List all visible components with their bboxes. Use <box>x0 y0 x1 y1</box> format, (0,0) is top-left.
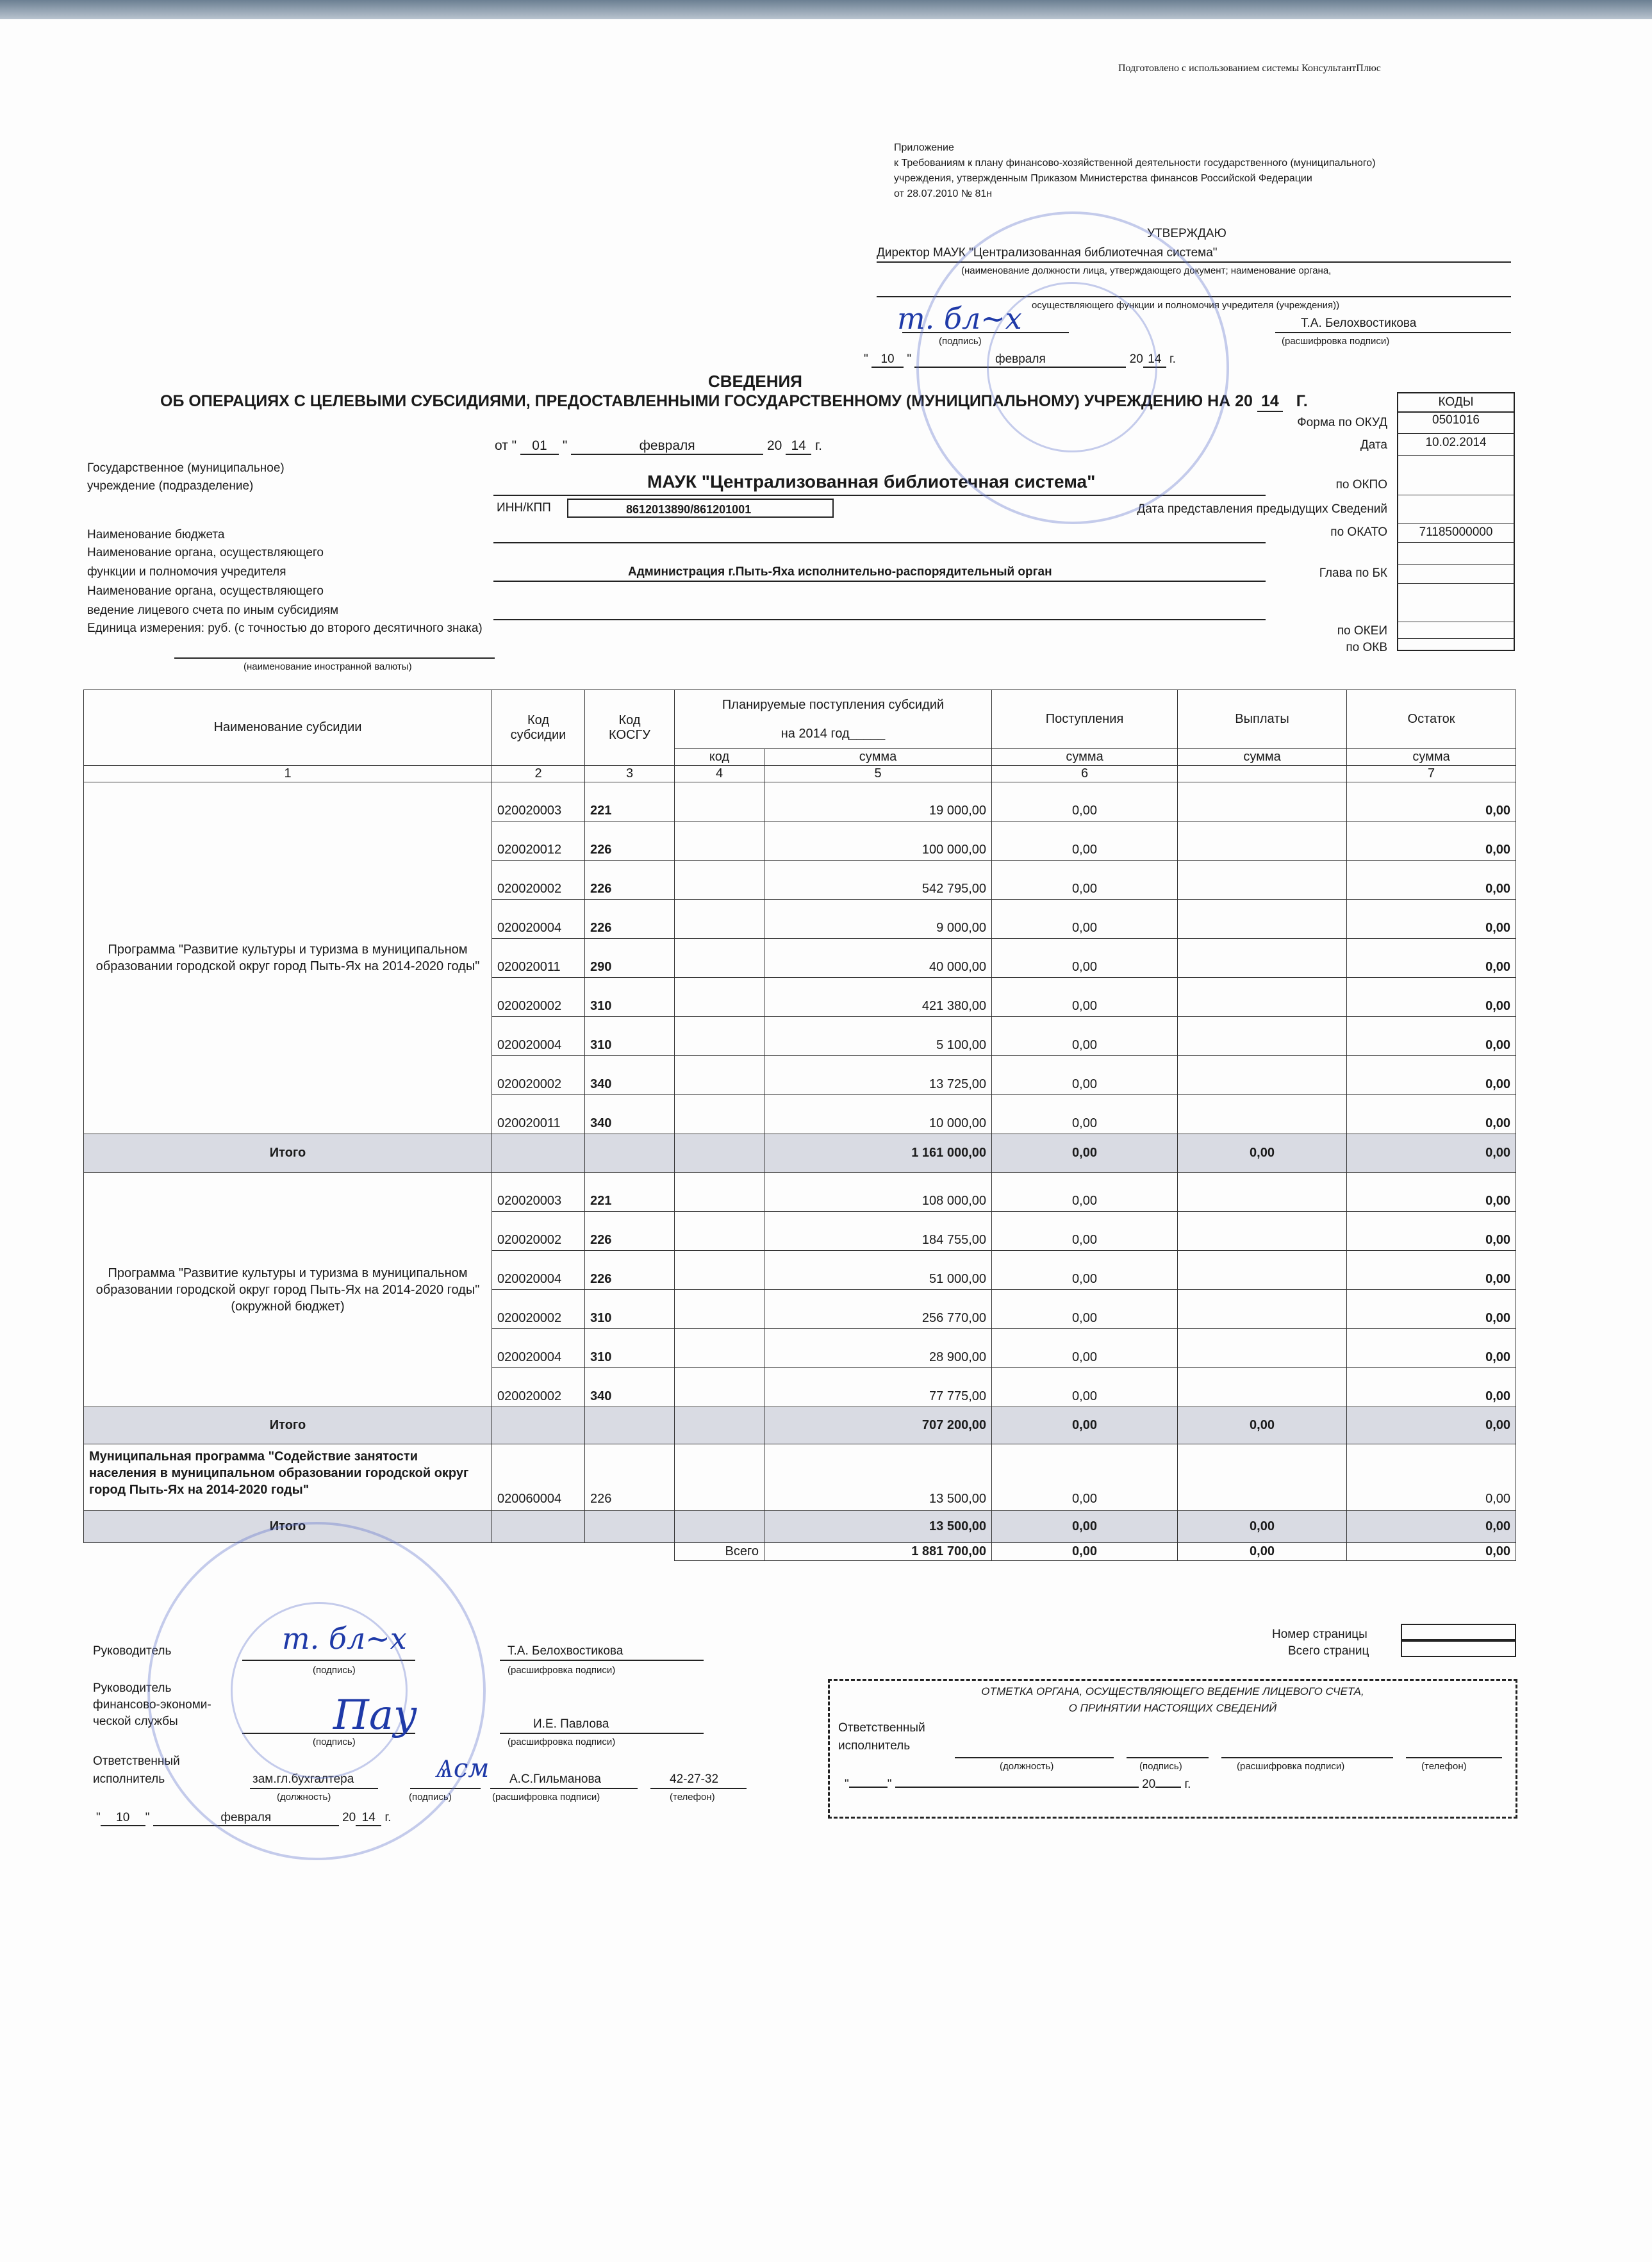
cell-in: 0,00 <box>992 821 1178 861</box>
cell-rest: 0,00 <box>1347 1329 1516 1368</box>
cell-code: 020020004 <box>492 900 585 939</box>
cell-out <box>1178 1173 1347 1212</box>
table-row <box>84 782 1516 821</box>
grand-rest: 0,00 <box>1347 1543 1516 1561</box>
cell-kosgu: 221 <box>585 782 675 821</box>
cell-kosgu: 221 <box>585 1173 675 1212</box>
cell-kosgu: 290 <box>585 939 675 978</box>
cell-plan: 100 000,00 <box>764 821 992 861</box>
cell-rest: 0,00 <box>1347 1173 1516 1212</box>
total-in: 0,00 <box>992 1511 1178 1543</box>
total-rest: 0,00 <box>1347 1511 1516 1543</box>
col-number <box>1178 766 1347 782</box>
mark-title-2: О ПРИНЯТИИ НАСТОЯЩИХ СВЕДЕНИЙ <box>1068 1702 1277 1714</box>
fin-decode-caption: (расшифровка подписи) <box>508 1737 616 1747</box>
col-header-rest: Остаток <box>1347 690 1516 749</box>
appendix-line-1: Приложение <box>894 142 954 153</box>
head-sign-caption: (подпись) <box>313 1665 356 1676</box>
col-header-in: Поступления <box>992 690 1178 749</box>
col-number: 2 <box>492 766 585 782</box>
approver-signature: т. бл~х <box>897 301 1022 336</box>
cell-kosgu: 340 <box>585 1056 675 1095</box>
cell-out <box>1178 821 1347 861</box>
approver-position: Директор МАУК "Централизованная библиотечная система" <box>877 246 1218 260</box>
cell-out <box>1178 782 1347 821</box>
cell-kosgu: 340 <box>585 1095 675 1134</box>
cell-kod <box>675 1056 764 1095</box>
cell-out <box>1178 1329 1347 1368</box>
cell-kod <box>675 782 764 821</box>
footer-date: " 10 " февраля 20 14 г. <box>96 1811 391 1826</box>
cell-rest: 0,00 <box>1347 1444 1516 1511</box>
approve-heading: УТВЕРЖДАЮ <box>1147 227 1227 240</box>
table-row <box>84 1173 1516 1212</box>
cell-out <box>1178 1251 1347 1290</box>
date-value: 10.02.2014 <box>1425 436 1487 449</box>
cell-plan: 10 000,00 <box>764 1095 992 1134</box>
subsidies-table <box>83 689 1516 1561</box>
mark-sign-caption: (подпись) <box>1139 1761 1182 1772</box>
exec-position: зам.гл.бухгалтера <box>252 1772 354 1786</box>
okato-value: 71185000000 <box>1419 525 1493 539</box>
total-plan: 13 500,00 <box>764 1511 992 1543</box>
exec-phone: 42-27-32 <box>670 1772 719 1786</box>
cell-out <box>1178 1290 1347 1329</box>
cell-plan: 108 000,00 <box>764 1173 992 1212</box>
cell-in: 0,00 <box>992 939 1178 978</box>
cell-rest: 0,00 <box>1347 1368 1516 1407</box>
cell-kod <box>675 1212 764 1251</box>
col-header-planned-title: Планируемые поступления субсидий <box>722 697 945 712</box>
cell-kod <box>675 939 764 978</box>
cell-code: 020020002 <box>492 861 585 900</box>
cell-kod <box>675 1095 764 1134</box>
cell-out <box>1178 1095 1347 1134</box>
cell-out <box>1178 861 1347 900</box>
glava-label: Глава по БК <box>1319 566 1387 580</box>
mark-phone-caption: (телефон) <box>1421 1761 1467 1772</box>
total-in: 0,00 <box>992 1407 1178 1444</box>
total-rest: 0,00 <box>1347 1134 1516 1173</box>
appendix-line-2: к Требованиям к плану финансово-хозяйственной деятельности государственного (муниципального) <box>894 158 1376 169</box>
cell-rest: 0,00 <box>1347 782 1516 821</box>
cell-in: 0,00 <box>992 1290 1178 1329</box>
cell-in: 0,00 <box>992 1173 1178 1212</box>
cell-kosgu: 226 <box>585 1212 675 1251</box>
cell-kod <box>675 900 764 939</box>
col-number: 1 <box>84 766 492 782</box>
subheader-sum: сумма <box>992 749 1178 766</box>
col-number: 4 <box>675 766 764 782</box>
cell-out <box>1178 939 1347 978</box>
subheader-sum: сумма <box>764 749 992 766</box>
cell-rest: 0,00 <box>1347 900 1516 939</box>
founder-name: Администрация г.Пыть-Яха исполнительно-распорядительный орган <box>628 565 1052 579</box>
founder-label-1: Наименование органа, осуществляющего <box>87 546 324 559</box>
cell-plan: 9 000,00 <box>764 900 992 939</box>
cell-plan: 421 380,00 <box>764 978 992 1017</box>
approver-name: Т.А. Белохвостикова <box>1301 317 1417 330</box>
col-number: 5 <box>764 766 992 782</box>
head-label: Руководитель <box>93 1644 172 1658</box>
fin-sign-caption: (подпись) <box>313 1737 356 1747</box>
approver-sign-caption: (подпись) <box>939 336 982 347</box>
total-out: 0,00 <box>1178 1511 1347 1543</box>
founder-label-2: функции и полномочия учредителя <box>87 565 286 579</box>
budget-label: Наименование бюджета <box>87 528 225 541</box>
grand-in: 0,00 <box>992 1543 1178 1561</box>
mark-decode-caption: (расшифровка подписи) <box>1237 1761 1345 1772</box>
doc-date: от " 01 " февраля 20 14 г. <box>495 438 822 455</box>
cell-kod <box>675 1251 764 1290</box>
page-number-label: Номер страницы <box>1272 1628 1367 1641</box>
cell-rest: 0,00 <box>1347 861 1516 900</box>
date-label: Дата <box>1360 438 1387 452</box>
col-number: 6 <box>992 766 1178 782</box>
account-label-2: ведение лицевого счета по иным субсидиям <box>87 604 339 617</box>
group-2-rows <box>84 1173 1516 1407</box>
fin-name: И.Е. Павлова <box>533 1717 609 1731</box>
cell-plan: 19 000,00 <box>764 782 992 821</box>
okei-label: по ОКЕИ <box>1337 624 1387 638</box>
subsidy-name: Программа "Развитие культуры и туризма в муниципальном образовании городской округ город Пыть-Ях на 2014-2020 годы" <box>84 782 492 1134</box>
total-label: Итого <box>84 1511 492 1543</box>
exec-decode-caption: (расшифровка подписи) <box>492 1792 600 1803</box>
cell-in: 0,00 <box>992 782 1178 821</box>
subheader-sum: сумма <box>1347 749 1516 766</box>
col-header-planned-year: на 2014 год_____ <box>781 726 886 741</box>
okpo-label: по ОКПО <box>1335 478 1387 491</box>
approver-caption-2: осуществляющего функции и полномочия учредителя (учреждения)) <box>1032 300 1340 311</box>
cell-rest: 0,00 <box>1347 1056 1516 1095</box>
col-header-out: Выплаты <box>1178 690 1347 749</box>
cell-plan: 256 770,00 <box>764 1290 992 1329</box>
col-header-name: Наименование субсидии <box>84 690 492 766</box>
fin-label-3: ческой службы <box>93 1715 178 1728</box>
codes-title: КОДЫ <box>1397 392 1515 413</box>
page-number-box <box>1401 1624 1516 1640</box>
mark-title-1: ОТМЕТКА ОРГАНА, ОСУЩЕСТВЛЯЮЩЕГО ВЕДЕНИЕ ЛИЦЕВОГО СЧЕТА, <box>981 1685 1364 1697</box>
cell-code: 020020004 <box>492 1329 585 1368</box>
doc-subtitle: ОБ ОПЕРАЦИЯХ С ЦЕЛЕВЫМИ СУБСИДИЯМИ, ПРЕДОСТАВЛЕННЫМИ ГОСУДАРСТВЕННОМУ (МУНИЦИПАЛЬНОМУ) УЧРЕЖДЕНИЮ НА 20 14 Г. <box>160 392 1308 412</box>
cell-plan: 13 500,00 <box>764 1444 992 1511</box>
cell-in: 0,00 <box>992 1251 1178 1290</box>
cell-rest: 0,00 <box>1347 1251 1516 1290</box>
total-row-1 <box>84 1134 1516 1173</box>
unit-label: Единица измерения: руб. (с точностью до второго десятичного знака) <box>87 622 483 635</box>
cell-code: 020020002 <box>492 1056 585 1095</box>
exec-label-1: Ответственный <box>93 1754 180 1768</box>
cell-code: 020020011 <box>492 1095 585 1134</box>
cell-kosgu: 226 <box>585 1444 675 1511</box>
col-number: 7 <box>1347 766 1516 782</box>
okud-value: 0501016 <box>1432 413 1480 427</box>
total-in: 0,00 <box>992 1134 1178 1173</box>
cell-code: 020020012 <box>492 821 585 861</box>
cell-rest: 0,00 <box>1347 939 1516 978</box>
okud-label: Форма по ОКУД <box>1297 416 1387 429</box>
cell-kod <box>675 1017 764 1056</box>
head-decode-caption: (расшифровка подписи) <box>508 1665 616 1676</box>
col-header-planned <box>675 690 992 749</box>
cell-code: 020020002 <box>492 1212 585 1251</box>
cell-in: 0,00 <box>992 861 1178 900</box>
cell-code: 020020002 <box>492 978 585 1017</box>
group-3-name: Муниципальная программа "Содействие занятости населения в муниципальном образовании городской округ город Пыть-Ях на 2014-2020 годы" <box>84 1444 492 1511</box>
appendix-line-4: от 28.07.2010 № 81н <box>894 188 993 199</box>
cell-in: 0,00 <box>992 900 1178 939</box>
cell-plan: 77 775,00 <box>764 1368 992 1407</box>
cell-out <box>1178 978 1347 1017</box>
cell-in: 0,00 <box>992 1368 1178 1407</box>
table-row-group3 <box>84 1444 1516 1511</box>
appendix-line-3: учреждения, утвержденным Приказом Министерства финансов Российской Федерации <box>894 173 1312 184</box>
grand-plan: 1 881 700,00 <box>764 1543 992 1561</box>
cell-kosgu: 226 <box>585 1251 675 1290</box>
cell-in: 0,00 <box>992 978 1178 1017</box>
cell-kosgu: 226 <box>585 900 675 939</box>
scan-top-edge <box>0 0 1652 19</box>
cell-in: 0,00 <box>992 1212 1178 1251</box>
exec-sign-caption: (подпись) <box>409 1792 452 1803</box>
consultant-note: Подготовлено с использованием системы КонсультантПлюс <box>1118 63 1381 74</box>
cell-code: 020020011 <box>492 939 585 978</box>
cell-code: 020020004 <box>492 1251 585 1290</box>
cell-code: 020020002 <box>492 1368 585 1407</box>
total-row-2 <box>84 1407 1516 1444</box>
cell-code: 020060004 <box>492 1444 585 1511</box>
mark-pos-caption: (должность) <box>1000 1761 1054 1772</box>
cell-kosgu: 310 <box>585 978 675 1017</box>
total-out: 0,00 <box>1178 1407 1347 1444</box>
approver-caption-1: (наименование должности лица, утверждающего документ; наименование органа, <box>961 265 1332 276</box>
col-number: 3 <box>585 766 675 782</box>
pages-total-label: Всего страниц <box>1288 1644 1369 1658</box>
cell-plan: 40 000,00 <box>764 939 992 978</box>
mark-exec-2: исполнитель <box>838 1739 911 1753</box>
cell-in: 0,00 <box>992 1056 1178 1095</box>
total-out: 0,00 <box>1178 1134 1347 1173</box>
exec-name: А.С.Гильманова <box>509 1772 601 1786</box>
cell-in: 0,00 <box>992 1444 1178 1511</box>
exec-pos-caption: (должность) <box>277 1792 331 1803</box>
head-signature: т. бл~х <box>282 1621 407 1656</box>
exec-phone-caption: (телефон) <box>670 1792 715 1803</box>
cell-kosgu: 310 <box>585 1329 675 1368</box>
head-name: Т.А. Белохвостикова <box>508 1644 624 1658</box>
cell-kosgu: 340 <box>585 1368 675 1407</box>
cell-kod <box>675 821 764 861</box>
prev-date-label: Дата представления предыдущих Сведений <box>1137 502 1387 516</box>
cell-out <box>1178 1212 1347 1251</box>
grand-out: 0,00 <box>1178 1543 1347 1561</box>
cell-kosgu: 310 <box>585 1017 675 1056</box>
okato-label: по ОКАТО <box>1330 525 1387 539</box>
cell-in: 0,00 <box>992 1017 1178 1056</box>
subsidy-name: Программа "Развитие культуры и туризма в муниципальном образовании городской округ город Пыть-Ях на 2014-2020 годы" (окружной бюджет) <box>84 1173 492 1407</box>
total-plan: 707 200,00 <box>764 1407 992 1444</box>
group-1-rows <box>84 782 1516 1134</box>
doc-title: СВЕДЕНИЯ <box>708 372 802 391</box>
cell-in: 0,00 <box>992 1095 1178 1134</box>
subheader-sum: сумма <box>1178 749 1347 766</box>
cell-rest: 0,00 <box>1347 1095 1516 1134</box>
mark-exec-1: Ответственный <box>838 1721 925 1735</box>
col-header-code: Код субсидии <box>492 690 585 766</box>
account-label-1: Наименование органа, осуществляющего <box>87 584 324 598</box>
exec-signature: Ѧсм <box>436 1754 490 1783</box>
org-name: МАУК "Централизованная библиотечная система" <box>647 472 1096 491</box>
cell-rest: 0,00 <box>1347 821 1516 861</box>
fin-label-2: финансово-экономи- <box>93 1698 211 1712</box>
cell-kod <box>675 1368 764 1407</box>
org-label-1: Государственное (муниципальное) <box>87 461 285 475</box>
col-header-kosgu: Код КОСГУ <box>585 690 675 766</box>
okv-label: по ОКВ <box>1346 641 1387 654</box>
inn-value: 8612013890/861201001 <box>567 499 834 518</box>
cell-kod <box>675 1329 764 1368</box>
cell-kosgu: 226 <box>585 861 675 900</box>
cell-rest: 0,00 <box>1347 1290 1516 1329</box>
cell-code: 020020002 <box>492 1290 585 1329</box>
cell-kod <box>675 861 764 900</box>
cell-out <box>1178 1368 1347 1407</box>
cell-rest: 0,00 <box>1347 1212 1516 1251</box>
fin-label-1: Руководитель <box>93 1681 172 1695</box>
currency-caption: (наименование иностранной валюты) <box>244 661 412 672</box>
total-plan: 1 161 000,00 <box>764 1134 992 1173</box>
cell-code: 020020003 <box>492 782 585 821</box>
grand-label: Всего <box>675 1543 764 1561</box>
pages-total-box <box>1401 1640 1516 1657</box>
cell-plan: 13 725,00 <box>764 1056 992 1095</box>
cell-in: 0,00 <box>992 1329 1178 1368</box>
acceptance-mark-box <box>828 1679 1517 1819</box>
cell-rest: 0,00 <box>1347 1017 1516 1056</box>
cell-plan: 184 755,00 <box>764 1212 992 1251</box>
cell-kosgu: 226 <box>585 821 675 861</box>
cell-plan: 28 900,00 <box>764 1329 992 1368</box>
cell-code: 020020004 <box>492 1017 585 1056</box>
exec-label-2: исполнитель <box>93 1772 165 1786</box>
mark-date: " " 20 г. <box>845 1778 1191 1791</box>
cell-kod <box>675 978 764 1017</box>
cell-out <box>1178 900 1347 939</box>
cell-plan: 5 100,00 <box>764 1017 992 1056</box>
approver-decode-caption: (расшифровка подписи) <box>1282 336 1390 347</box>
cell-plan: 542 795,00 <box>764 861 992 900</box>
org-label-2: учреждение (подразделение) <box>87 479 254 493</box>
total-label: Итого <box>84 1407 492 1444</box>
approve-date: " 10 " февраля 20 14 г. <box>864 352 1176 368</box>
cell-out <box>1178 1056 1347 1095</box>
cell-kod <box>675 1290 764 1329</box>
cell-plan: 51 000,00 <box>764 1251 992 1290</box>
fin-signature: Пау <box>333 1692 418 1739</box>
cell-kod <box>675 1173 764 1212</box>
subheader-kod: код <box>675 749 764 766</box>
inn-label: ИНН/КПП <box>497 501 551 515</box>
cell-code: 020020003 <box>492 1173 585 1212</box>
cell-out <box>1178 1017 1347 1056</box>
cell-kosgu: 310 <box>585 1290 675 1329</box>
total-rest: 0,00 <box>1347 1407 1516 1444</box>
total-label: Итого <box>84 1134 492 1173</box>
cell-rest: 0,00 <box>1347 978 1516 1017</box>
